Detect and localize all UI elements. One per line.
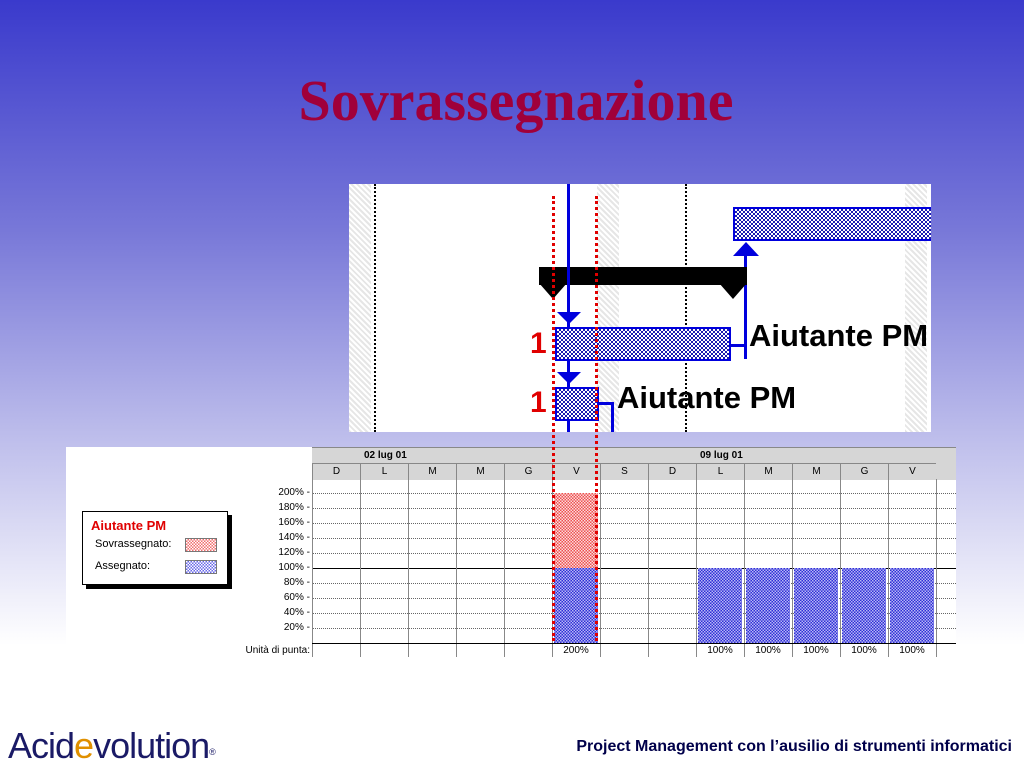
link-arrow-down-icon — [557, 312, 581, 324]
y-axis-tick-label: 40% - — [283, 607, 310, 618]
day-header-cell: S — [600, 463, 648, 479]
resource-graph — [66, 447, 956, 657]
y-axis-tick-label: 20% - — [283, 622, 310, 633]
day-header-cell: D — [312, 463, 360, 479]
day-column-divider — [504, 479, 505, 657]
day-header-cell: V — [552, 463, 600, 479]
day-column-divider — [888, 479, 889, 657]
day-column-divider — [744, 479, 745, 657]
peak-value: 100% — [899, 645, 925, 656]
logo-text-cid: cid — [31, 725, 75, 766]
day-column-divider — [312, 479, 313, 657]
peak-row-label: Unità di punta: — [245, 645, 310, 656]
allocated-bar — [890, 568, 934, 643]
y-axis-tick-label: 80% - — [283, 577, 310, 588]
day-column-divider — [840, 479, 841, 657]
allocated-bar — [746, 568, 790, 643]
legend-overallocated-swatch — [185, 538, 217, 552]
peak-value: 100% — [851, 645, 877, 656]
day-header-cell: G — [840, 463, 888, 479]
legend — [82, 511, 228, 585]
legend-overallocated-label: Sovrassegnato: — [95, 538, 172, 550]
day-column-divider — [600, 479, 601, 657]
link-line — [611, 402, 614, 432]
week-label: 02 lug 01 — [364, 450, 407, 461]
weekend-shading — [597, 184, 619, 432]
logo-text-e: e — [74, 725, 94, 766]
y-axis-tick-label: 200% - — [278, 487, 310, 498]
day-header-cell: M — [408, 463, 456, 479]
day-header-cell: L — [360, 463, 408, 479]
y-axis-tick-label: 160% - — [278, 517, 310, 528]
logo-registered-mark: ® — [209, 747, 215, 757]
week-divider — [374, 184, 376, 432]
day-header-cell: L — [696, 463, 744, 479]
overallocated-bar — [554, 493, 598, 568]
summary-end-marker — [719, 283, 747, 299]
link-arrow-down-icon — [557, 372, 581, 384]
allocated-bar — [554, 568, 598, 643]
day-column-divider — [792, 479, 793, 657]
y-axis-tick-label: 60% - — [283, 592, 310, 603]
day-header-cell: G — [504, 463, 552, 479]
peak-value: 100% — [803, 645, 829, 656]
allocated-bar — [698, 568, 742, 643]
peak-value: 100% — [755, 645, 781, 656]
link-line — [731, 344, 747, 347]
slide-title: Sovrassegnazione — [298, 68, 734, 133]
day-column-divider — [936, 479, 937, 657]
peak-value: 100% — [707, 645, 733, 656]
legend-title: Aiutante PM — [91, 518, 167, 533]
company-logo — [8, 726, 215, 766]
task-bar-1[interactable] — [555, 327, 731, 361]
summary-task-bar[interactable] — [539, 267, 747, 285]
gantt-panel — [349, 184, 931, 432]
y-axis-tick-label: 180% - — [278, 502, 310, 513]
logo-text-a: A — [8, 725, 32, 766]
peak-value: 200% — [563, 645, 589, 656]
day-column-divider — [456, 479, 457, 657]
allocated-bar — [794, 568, 838, 643]
day-column-divider — [360, 479, 361, 657]
task-number-2: 1 — [530, 386, 547, 419]
day-header-cell: M — [792, 463, 840, 479]
task-number-1: 1 — [530, 327, 547, 360]
day-header-cell: M — [744, 463, 792, 479]
overallocation-marker-start — [552, 196, 555, 641]
day-column-divider — [648, 479, 649, 657]
logo-text-volution: volution — [93, 725, 210, 766]
allocated-bar — [842, 568, 886, 643]
task-bar-2[interactable] — [555, 387, 599, 421]
y-axis-tick-label: 120% - — [278, 547, 310, 558]
day-header-cell: V — [888, 463, 936, 479]
legend-allocated-swatch — [185, 560, 217, 574]
overallocation-marker-end — [595, 196, 598, 641]
resource-label-1: Aiutante PM — [749, 318, 929, 353]
y-axis-tick-label: 100% - — [278, 562, 310, 573]
y-axis-tick-label: 140% - — [278, 532, 310, 543]
day-header-cell: M — [456, 463, 504, 479]
day-header-cell: D — [648, 463, 696, 479]
footer-tagline: Project Management con l’ausilio di strumenti informatici — [576, 738, 1012, 755]
link-arrow-up-icon — [733, 242, 759, 256]
resource-label-2: Aiutante PM — [617, 380, 797, 415]
legend-allocated-label: Assegnato: — [95, 560, 151, 572]
day-column-divider — [408, 479, 409, 657]
weekend-shading — [349, 184, 371, 432]
week-label: 09 lug 01 — [700, 450, 743, 461]
successor-task-bar[interactable] — [733, 207, 931, 241]
day-column-divider — [696, 479, 697, 657]
